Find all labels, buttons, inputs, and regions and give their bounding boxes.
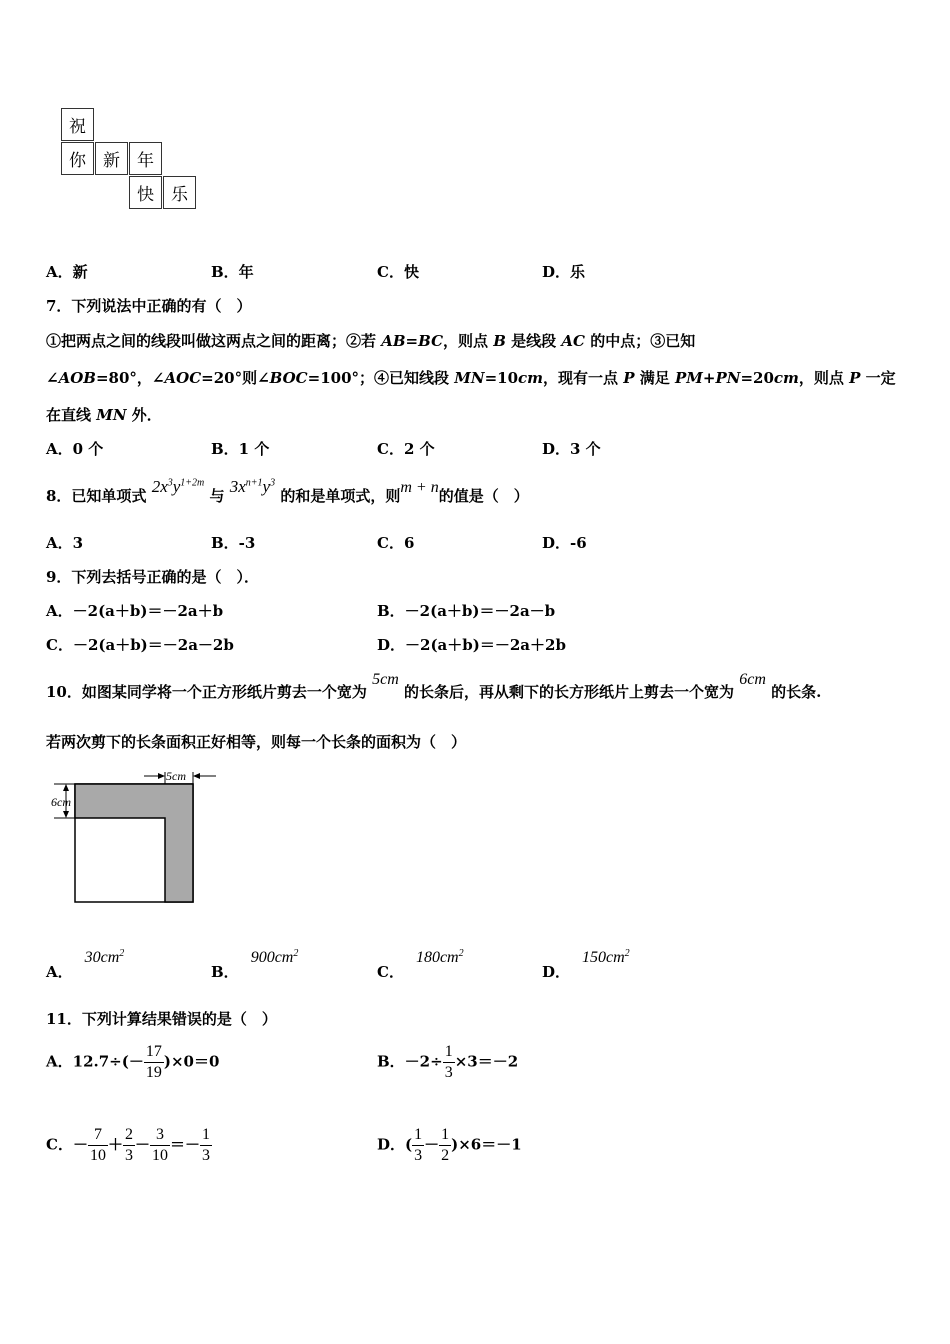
q8-option-d: D．-6 — [542, 534, 587, 552]
q7-line1: ①把两点之间的线段叫做这两点之间的距离；②若 AB=BC，则点 B 是线段 AC 的中点；③已知 — [46, 332, 696, 350]
q9-stem: 9．下列去括号正确的是（ ）． — [46, 568, 259, 586]
q6-option-d: D．乐 — [542, 263, 586, 281]
q11-option-c: C．－ $\frac{7}{10}$ ＋ $\frac{2}{3}$ － $\frac{3}{10}$ ＝－ $\frac{1}{3}$ — [46, 1126, 210, 1164]
net-cell: 你 — [61, 142, 94, 175]
q7-option-c: C．2 个 — [377, 440, 435, 458]
q7-option-b: B．1 个 — [211, 440, 270, 458]
paper-strip-figure — [44, 762, 254, 910]
q9-option-b: B．－2(a＋b)＝－2a－b — [377, 602, 556, 620]
q11-option-d: D．( $\frac{1}{3}$ － $\frac{1}{2}$ )×6＝－1 — [377, 1126, 522, 1164]
net-cell: 快 — [129, 176, 162, 209]
q6-option-a: A．新 — [46, 263, 88, 281]
q9-option-a: A．－2(a＋b)＝－2a＋b — [46, 602, 224, 620]
q10-line2: 若两次剪下的长条面积正好相等，则每一个长条的面积为（ ） — [46, 733, 467, 751]
q11-option-a: A．12.7÷(－ $\frac{17}{19}$ )×0＝0 — [46, 1043, 220, 1081]
q11-option-b: B．－2÷ $\frac{1}{3}$ ×3＝－2 — [377, 1043, 519, 1081]
q7-option-d: D．3 个 — [542, 440, 601, 458]
top-width-label: 5cm — [166, 769, 186, 783]
q6-option-b: B．年 — [211, 263, 254, 281]
net-cell: 新 — [95, 142, 128, 175]
q7-line2: ∠AOB=80°，∠AOC=20°则∠BOC=100°；④已知线段 MN=10cm，现有一点 P 满足 PM+PN=20cm，则点 P 一定 — [46, 369, 896, 387]
left-width-label: 6cm — [51, 795, 71, 809]
q10-option-a: A．$30cm^2$ — [46, 948, 125, 981]
q7-line3: 在直线 MN 外． — [46, 406, 162, 424]
q7-option-a: A．0 个 — [46, 440, 104, 458]
q10-option-d: D．$150cm^2$ — [542, 948, 630, 981]
q8-option-b: B．-3 — [211, 534, 256, 552]
net-cell: 祝 — [61, 108, 94, 141]
q9-option-d: D．－2(a＋b)＝－2a＋2b — [377, 636, 566, 654]
q8-option-a: A．3 — [46, 534, 84, 552]
q9-option-c: C．－2(a＋b)＝－2a－2b — [46, 636, 234, 654]
net-cell: 年 — [129, 142, 162, 175]
q8-option-c: C．6 — [377, 534, 415, 552]
q8-stem: 8．已知单项式 $2x^3y^{1+2m}$ 与 $3x^{n+1}y^3$ 的和是单项式，则m + n的值是（ ） — [46, 477, 529, 505]
net-cell: 乐 — [163, 176, 196, 209]
q11-stem: 11．下列计算结果错误的是（ ） — [46, 1010, 277, 1028]
q10-option-b: B．$900cm^2$ — [211, 948, 299, 981]
q6-option-c: C．快 — [377, 263, 419, 281]
q7-stem: 7．下列说法中正确的有（ ） — [46, 297, 252, 315]
q10-option-c: C．$180cm^2$ — [377, 948, 464, 981]
q10-stem: 10．如图某同学将一个正方形纸片剪去一个宽为 5cm 的长条后，再从剩下的长方形纸片上剪去一个宽为 6cm 的长条. — [46, 671, 822, 701]
